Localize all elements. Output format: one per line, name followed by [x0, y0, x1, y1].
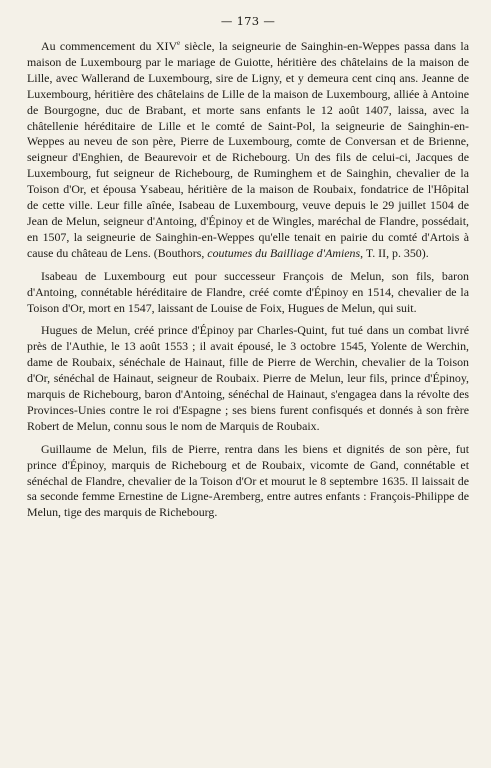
paragraph-3: Hugues de Melun, créé prince d'Épinoy par Charles-Quint, fut tué dans un combat livré près de l'Authie, le 13 août 1553 ; il avait épousé, le 3 octobre 1545, Yolente de Werchin, dame de Roubaix, sénéchale de Hainaut, fille de Pierre de Werchin, chevalier de la Toison d'Or, sénéchal de Hainaut, seigneur de Roubaix. Pierre de Melun, leur fils, prince d'Épinoy, marquis de Richebourg, baron d'Antoing, sénéchal de Hainaut, s'engagea dans la révolte des Provinces-Unies contre le roi d'Espagne ; ses biens furent confisqués et donnés à son frère Robert de Melun, connu sous le nom de Marquis de Roubaix. [27, 323, 469, 433]
century-superscript: e [177, 39, 181, 48]
paragraph-4: Guillaume de Melun, fils de Pierre, rentra dans les biens et dignités de son père, fut prince d'Épinoy, marquis de Richebourg et de Roubaix, vicomte de Gand, connétable et sénéchal de Flandre, chevalier de la Toison d'Or et mourut le 8 septembre 1635. Il laissait de sa seconde femme Ernestine de Ligne-Aremberg, entre autres enfants : François-Philippe de Melun, tige des marquis de Richebourg. [27, 441, 469, 520]
paragraph-1-text-body: siècle, la seigneurie de Sainghin-en-Weppes passa dans la maison de Luxembourg par le mariage de Guiotte, héritière des châtelains de la maison de Lille, avec Wallerand de Luxembourg, sire de Ligny, et y demeura cent cinq ans. Jeanne de Luxembourg, héritière des châtelains de Lille de la maison de Luxembourg, alliée à Antoine de Bourgogne, duc de Brabant, et morte sans enfants le 12 août 1407, laissa, avec la châtellenie héréditaire de Lille et le comté de Saint-Pol, la seigneurie de Sainghin-en-Weppes au neveu de son père, Pierre de Luxembourg, comte de Conversan et de Brienne, seigneur d'Enghien, de Beaurevoir et de Richebourg. Un des fils de celui-ci, Jacques de Luxembourg, fut seigneur de Richebourg, de Ruminghem et de Sainghin, chevalier de la Toison d'Or, et épousa Ysabeau, héritière de la maison de Roubaix, fondatrice de l'Hôpital de cette ville. Leur fille aînée, Isabeau de Luxembourg, veuve depuis le 29 juillet 1504 de Jean de Melun, seigneur d'Antoing, d'Épinoy et de Wingles, maréchal de Flandre, possédait, en 1507, la seigneurie de Sainghin-en-Weppes qu'elle tenait en pairie du comté d'Artois à cause du château de Lens. (Bouthors, [27, 39, 469, 260]
citation-title: coutumes du Bailliage d'Amiens [207, 245, 361, 260]
paragraph-1-text-start: Au commencement du XIV [41, 39, 178, 53]
paragraph-1 [27, 39, 469, 262]
citation-reference: , T. II, p. 350). [360, 245, 429, 260]
paragraph-2: Isabeau de Luxembourg eut pour successeur François de Melun, son fils, baron d'Antoing, connétable héréditaire de Flandre, créé comte d'Épinoy en 1514, chevalier de la Toison d'Or, mort en 1547, laissant de Louise de Foix, Hugues de Melun, qui suit. [27, 268, 469, 315]
page-number: — 173 — [220, 14, 276, 28]
